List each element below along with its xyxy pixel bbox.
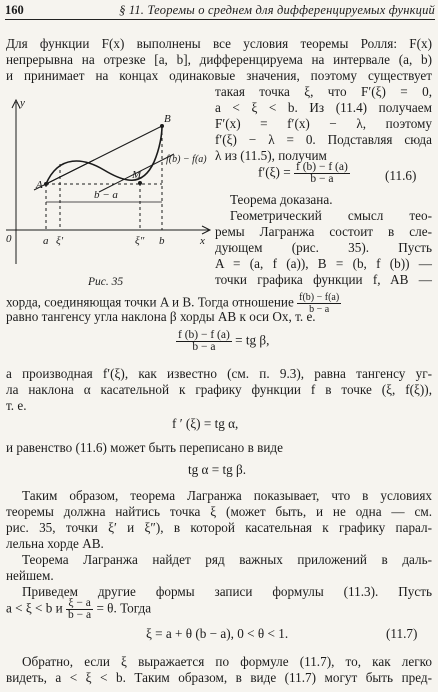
text-line: теоремы должна найтись точка ξ (может быть, и не одна — см. [6, 504, 432, 519]
label-x: x [200, 235, 205, 247]
text-line: равно тангенсу угла наклона β хорды AB к оси Ox, т. е. [6, 309, 316, 324]
figure-35 [4, 92, 214, 272]
equation-number: (11.6) [385, 168, 417, 183]
label-xi1: ξ′ [56, 235, 64, 247]
point-a [44, 182, 48, 186]
fraction-denominator: b − a [192, 341, 216, 353]
label-xi2: ξ″ [135, 235, 145, 247]
label-m-point: M [132, 169, 142, 181]
text-line: такая точка ξ, что F′(ξ) = 0, [215, 84, 432, 99]
fraction-numerator: f (b) − f (a) [178, 329, 230, 341]
text-line: λ из (11.5), получим [215, 148, 327, 163]
fraction [176, 330, 232, 353]
fraction [294, 162, 350, 185]
equation-lhs: f′(ξ) = [258, 164, 291, 180]
text-line: лельна хорде AB. [6, 536, 104, 551]
text-line: a < ξ < b. Из (11.4) получаем [215, 100, 432, 115]
equation-11-6 [258, 162, 350, 185]
fraction-numerator: f(b) − f(a) [299, 292, 340, 303]
text-line: Геометрический смысл тео- [230, 208, 432, 223]
fraction-numerator: f (b) − f (a) [295, 161, 348, 173]
text-line: и принимает на концах одинаковые значения, поэтому существует [6, 68, 432, 83]
text-line [6, 598, 151, 621]
fraction [66, 598, 93, 621]
text-line: рис. 35, точки ξ′ и ξ″), в которой касательная к графику парал- [6, 520, 432, 535]
fraction-denominator: b − a [68, 609, 92, 621]
text-line: Теорема доказана. [230, 192, 333, 207]
text-line: Обратно, если ξ выражается по формуле (11.7), то, как легко [22, 654, 432, 669]
figure-caption: Рис. 35 [88, 276, 124, 288]
text-line: ремы Лагранжа состоит в сле- [215, 224, 432, 239]
text-segment: хорда, соединяющая точки A и B. Тогда отношение [6, 294, 294, 310]
equation-tg-equal: tg α = tg β. [188, 462, 247, 477]
label-b: b [159, 235, 165, 247]
page-number: 160 [5, 3, 24, 17]
label-origin: 0 [6, 233, 12, 245]
text-line: т. е. [6, 398, 27, 413]
fraction-numerator: ξ − a [66, 598, 93, 610]
running-header [5, 3, 435, 20]
text-line: ла наклона α касательной к графику функции f в точке (ξ, f(ξ)), [6, 382, 432, 397]
text-line: A = (a, f (a)), B = (b, f (b)) — [215, 256, 432, 271]
text-line: непрерывна на отрезке [a, b], дифференцируема на интервале (a, b) [6, 52, 432, 67]
label-a: a [43, 235, 49, 247]
tangent-at-xi1 [34, 160, 94, 190]
equation-tg-alpha: f ′ (ξ) = tg α, [172, 416, 239, 431]
text-segment: = θ. Тогда [96, 600, 152, 616]
text-line: точки графика функции f, AB — [215, 272, 432, 287]
fraction-denominator: b − a [310, 173, 334, 185]
text-line: f′(ξ) − λ = 0. Подставляя сюда [215, 132, 432, 147]
equation-number: (11.7) [386, 626, 418, 641]
running-title: § 11. Теоремы о среднем для дифференцируемых функций [119, 3, 435, 17]
fraction-denominator: b − a [309, 304, 330, 315]
text-line: нейшем. [6, 568, 54, 583]
text-line: Таким образом, теорема Лагранжа показывает, что в условиях [22, 488, 432, 503]
text-line: Теорема Лагранжа найдет ряд важных приложений в даль- [22, 552, 432, 567]
text-line: и равенство (11.6) может быть переписано в виде [6, 440, 283, 455]
label-b-point: B [164, 113, 171, 125]
text-line: видеть, a < ξ < b. Таким образом, в виде (11.7) могут быть пред- [6, 670, 432, 685]
text-line: Приведем другие формы записи формулы (11.3). Пусть [22, 584, 432, 599]
label-b-minus-a: b − a [94, 189, 118, 201]
label-a-point: A [36, 179, 43, 191]
equation-rhs: = tg β, [235, 332, 270, 348]
text-line: а производная f′(ξ), как известно (см. п. 9.3), равна тангенсу уг- [6, 366, 432, 381]
equation-11-7: ξ = a + θ (b − a), 0 < θ < 1. [146, 626, 289, 641]
label-fb-fa: f(b) − f(a) [166, 154, 207, 165]
text-line: F′(x) = f′(x) − λ, поэтому [215, 116, 432, 131]
label-y: y [20, 97, 25, 109]
text-line: дующем (рис. 35). Пусть [215, 240, 432, 255]
text-line: Для функции F(x) выполнены все условия теоремы Ролля: F(x) [6, 36, 432, 51]
equation-tg-beta [176, 330, 269, 353]
text-segment: a < ξ < b и [6, 600, 63, 616]
point-m [138, 181, 142, 185]
